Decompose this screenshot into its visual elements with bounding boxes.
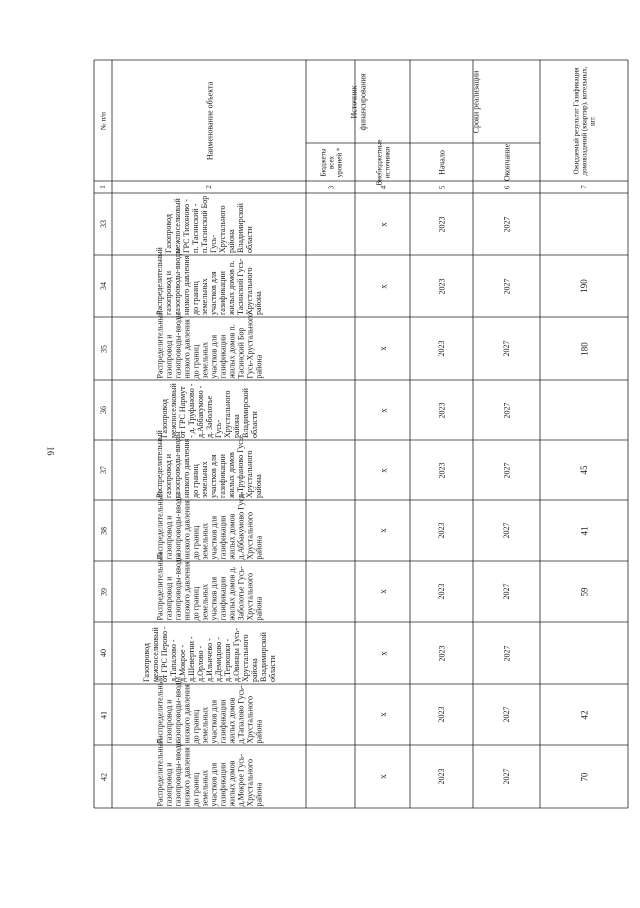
header-no: № п/п: [99, 111, 107, 130]
header-name: Наименование объекта: [204, 81, 214, 160]
end-year: 2027: [502, 645, 511, 661]
end-year: 2027: [502, 216, 511, 232]
start-year: 2023: [437, 768, 446, 785]
row-number: 34: [98, 282, 108, 290]
end-year: 2027: [502, 278, 511, 294]
result-count: 180: [579, 341, 589, 356]
start-year: 2023: [437, 706, 446, 723]
start-year: 2023: [437, 402, 446, 418]
header-funding: Источник финансирования: [349, 73, 367, 130]
offbudget-cell: х: [377, 467, 388, 473]
result-count: 59: [579, 587, 589, 596]
offbudget-cell: х: [377, 774, 388, 779]
header-end: Окончание: [502, 143, 511, 181]
budget-cell: [306, 380, 355, 440]
row-number: 38: [98, 526, 108, 535]
row-number: 36: [98, 406, 108, 414]
column-number: 1: [99, 185, 107, 189]
start-year: 2023: [437, 216, 446, 232]
header-offbudget: Внебюджетные источники: [374, 139, 391, 185]
result-count: [540, 622, 628, 684]
column-number: 2: [205, 185, 213, 189]
offbudget-cell: х: [377, 650, 388, 656]
object-name: Газопровод межпоселковый от ГРС Нармут - д. Труфаново - д.Аббакумово - д. Заболотье Гусь-Хрустального района Владимирской области: [159, 383, 259, 438]
end-year: 2027: [502, 340, 511, 357]
offbudget-cell: х: [377, 283, 388, 289]
budget-cell: [306, 255, 355, 317]
start-year: 2023: [437, 645, 446, 661]
start-year: 2023: [437, 522, 446, 539]
budget-cell: [306, 193, 355, 255]
offbudget-cell: х: [377, 407, 388, 413]
object-name: Распределительный газопровод и газопроводы-вводы низкого давления до границ земельных участков для газификации жилых домов д.Мокрое Гусь-Хрустального района: [155, 738, 263, 806]
column-number: 5: [437, 185, 446, 189]
budget-cell: [306, 561, 355, 622]
start-year: 2023: [437, 340, 446, 357]
offbudget-cell: х: [377, 589, 388, 594]
row-number: 42: [98, 772, 108, 781]
end-year: 2027: [502, 583, 511, 600]
column-number: 3: [326, 185, 335, 189]
object-name: Распределительный газопровод и газопроводы-вводы низкого давления до границ земельных участков для газификации жилых домов п. Тасинский Бор Гусь-Хрустального района: [155, 310, 263, 378]
result-count: 41: [579, 526, 589, 535]
row-number: 39: [98, 587, 108, 596]
row-number: 40: [98, 649, 108, 657]
offbudget-cell: х: [377, 528, 388, 533]
result-count: 190: [579, 279, 589, 293]
start-year: 2023: [437, 583, 446, 600]
page-number: 16: [45, 446, 56, 456]
column-number: 6: [502, 185, 511, 189]
budget-cell: [306, 622, 355, 684]
column-number: 7: [580, 185, 588, 189]
column-number: 4: [378, 185, 387, 189]
offbudget-cell: х: [377, 712, 388, 717]
end-year: 2027: [502, 402, 511, 418]
budget-cell: [306, 317, 355, 380]
object-name: Распределительный газопровод и газопроводы-вводы низкого давления до границ земельных участков для газификации жилых домов д.Труфаново Гусь-Хрустального района: [155, 430, 263, 498]
object-name: Газопровод межпоселковый ГРС Тихоново - п. Тасинский - п.Тасинский Бор Гусь-Хрустального района Владимирской области: [164, 195, 254, 253]
object-name: Распределительный газопровод и газопроводы-вводы низкого давления до границ земельных участков для газификации жилых домов п. Тасинский Гусь-Хрустального района: [155, 247, 263, 315]
budget-cell: [306, 745, 355, 808]
start-year: 2023: [437, 278, 446, 294]
end-year: 2027: [502, 522, 511, 539]
header-budgets: Бюджеты всех уровней *: [318, 147, 343, 177]
object-name: Распределительный газопровод и газопроводы-вводы низкого давления до границ земельных участков для газификации жилых домов д.Аббакумово Гусь-Хрустального района: [155, 491, 263, 559]
result-count: 42: [579, 710, 589, 719]
header-result: Ожидаемый результат Газификация домовладений (квартир), котельных, шт.: [572, 66, 596, 175]
result-count: [540, 380, 628, 440]
budget-cell: [306, 684, 355, 745]
object-name: Распределительный газопровод и газопроводы-вводы низкого давления до границ земельных участков для газификации жилых домов д. Заболотье Гусь-Хрустального района: [155, 552, 263, 620]
header-terms: Сроки реализации: [470, 70, 480, 133]
row-number: 33: [98, 220, 108, 228]
result-count: 45: [579, 465, 589, 475]
start-year: 2023: [437, 462, 446, 478]
budget-cell: [306, 440, 355, 500]
end-year: 2027: [502, 462, 511, 478]
row-number: 35: [98, 344, 108, 353]
offbudget-cell: х: [377, 221, 388, 227]
result-count: [540, 193, 628, 255]
end-year: 2027: [502, 768, 511, 785]
row-number: 37: [98, 466, 108, 474]
header-start: Начало: [437, 149, 446, 175]
object-name: Газопровод межпоселковый от ГРС Перово - д.Тапалово - д.Мокрое - д.Шевертни - д.Орлово - д.Ильичево - д.Демидово - д.Терюшки - д.Овинцы Гусь-Хрустального района Владимирской области: [141, 626, 277, 682]
budget-cell: [306, 500, 355, 561]
end-year: 2027: [502, 706, 511, 723]
object-name: Распределительный газопровод и газопроводы-вводы низкого давления до границ земельных участков для газификации жилых домов д.Тапалово Гусь-Хрустального района: [155, 675, 263, 743]
offbudget-cell: х: [377, 346, 388, 351]
result-count: 70: [579, 772, 589, 781]
row-number: 41: [98, 710, 108, 719]
